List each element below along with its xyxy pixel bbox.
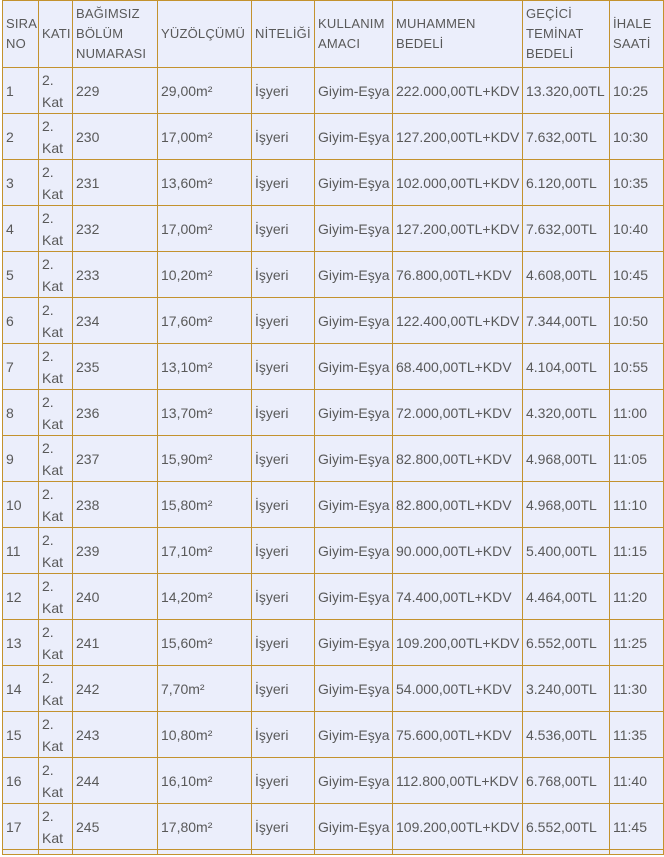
- bolum-no-cell: 237: [73, 436, 158, 482]
- bolum-no-cell: 231: [73, 160, 158, 206]
- header-line: KATI: [42, 26, 71, 41]
- kullanim-amaci-cell: Giyim-Eşya: [315, 482, 393, 528]
- kullanim-amaci-cell: Giyim-Eşya: [315, 160, 393, 206]
- muhammen-bedel-cell: 76.800,00TL+KDV: [393, 252, 523, 298]
- bolum-no-cell: 245: [73, 804, 158, 850]
- header-line: BEDELİ: [396, 36, 444, 51]
- empty-cell: [252, 850, 315, 855]
- sira-no-cell: 4: [3, 206, 39, 252]
- kullanim-amaci-cell: Giyim-Eşya: [315, 390, 393, 436]
- sira-no-cell: 15: [3, 712, 39, 758]
- kat-line: Kat: [42, 185, 64, 202]
- kat-line: 2.: [42, 715, 54, 732]
- bolum-no-cell: 236: [73, 390, 158, 436]
- header-gecici-teminat-bedeli: [523, 1, 610, 68]
- sira-no-cell: 17: [3, 804, 39, 850]
- header-line: İHALE: [613, 16, 652, 31]
- empty-cell: [610, 850, 664, 855]
- kat-line: 2.: [42, 301, 54, 318]
- sira-no-cell: 1: [3, 68, 39, 114]
- kat-line: Kat: [42, 553, 64, 570]
- table-row: [3, 160, 664, 206]
- header-bagimsiz-bolum-numarasi: [73, 1, 158, 68]
- kullanim-amaci-cell: Giyim-Eşya: [315, 712, 393, 758]
- sira-no-cell: 6: [3, 298, 39, 344]
- yuzolcumu-cell: 13,10m²: [158, 344, 252, 390]
- ihale-saati-cell: 11:30: [610, 666, 664, 712]
- header-line: GEÇİCİ: [526, 6, 572, 21]
- muhammen-bedel-cell: 109.200,00TL+KDV: [393, 804, 523, 850]
- muhammen-bedel-cell: 72.000,00TL+KDV: [393, 390, 523, 436]
- bolum-no-cell: 242: [73, 666, 158, 712]
- kat-line: 2.: [42, 393, 54, 410]
- teminat-bedel-cell: 7.632,00TL: [523, 206, 610, 252]
- yuzolcumu-cell: 17,10m²: [158, 528, 252, 574]
- header-line: SIRA: [6, 16, 38, 31]
- table-row: [3, 344, 664, 390]
- yuzolcumu-cell: 17,60m²: [158, 298, 252, 344]
- table-row: [3, 68, 664, 114]
- kat-line: Kat: [42, 829, 64, 846]
- kullanim-amaci-cell: Giyim-Eşya: [315, 114, 393, 160]
- kat-cell: [39, 666, 73, 712]
- table-row: [3, 482, 664, 528]
- kat-line: Kat: [42, 93, 64, 110]
- yuzolcumu-cell: 14,20m²: [158, 574, 252, 620]
- sira-no-cell: 7: [3, 344, 39, 390]
- kat-line: Kat: [42, 369, 64, 386]
- kat-line: Kat: [42, 507, 64, 524]
- kat-line: 2.: [42, 117, 54, 134]
- kullanim-amaci-cell: Giyim-Eşya: [315, 804, 393, 850]
- sira-no-cell: 10: [3, 482, 39, 528]
- nitelik-cell: İşyeri: [252, 390, 315, 436]
- muhammen-bedel-cell: 75.600,00TL+KDV: [393, 712, 523, 758]
- header-line: BÖLÜM: [76, 26, 124, 41]
- sira-no-cell: 11: [3, 528, 39, 574]
- sira-no-cell: 3: [3, 160, 39, 206]
- bolum-no-cell: 240: [73, 574, 158, 620]
- sira-no-cell: 9: [3, 436, 39, 482]
- table-row: [3, 620, 664, 666]
- kat-line: Kat: [42, 323, 64, 340]
- nitelik-cell: İşyeri: [252, 298, 315, 344]
- muhammen-bedel-cell: 109.200,00TL+KDV: [393, 620, 523, 666]
- nitelik-cell: İşyeri: [252, 206, 315, 252]
- nitelik-cell: İşyeri: [252, 712, 315, 758]
- ihale-saati-cell: 11:00: [610, 390, 664, 436]
- kat-cell: [39, 758, 73, 804]
- header-niteligi: [252, 1, 315, 68]
- teminat-bedel-cell: 6.552,00TL: [523, 804, 610, 850]
- table-row: [3, 206, 664, 252]
- kat-cell: [39, 68, 73, 114]
- header-yuzolcumu: [158, 1, 252, 68]
- nitelik-cell: İşyeri: [252, 344, 315, 390]
- kat-line: 2.: [42, 577, 54, 594]
- teminat-bedel-cell: 6.768,00TL: [523, 758, 610, 804]
- auction-table: [2, 0, 664, 855]
- sira-no-cell: 14: [3, 666, 39, 712]
- kat-line: 2.: [42, 255, 54, 272]
- muhammen-bedel-cell: 112.800,00TL+KDV: [393, 758, 523, 804]
- header-kati: [39, 1, 73, 68]
- header-line: TEMİNAT: [526, 26, 584, 41]
- header-line: NİTELİĞİ: [255, 26, 311, 41]
- yuzolcumu-cell: 10,20m²: [158, 252, 252, 298]
- yuzolcumu-cell: 15,60m²: [158, 620, 252, 666]
- yuzolcumu-cell: 15,90m²: [158, 436, 252, 482]
- kat-cell: [39, 206, 73, 252]
- teminat-bedel-cell: 4.320,00TL: [523, 390, 610, 436]
- ihale-saati-cell: 11:20: [610, 574, 664, 620]
- kat-cell: [39, 436, 73, 482]
- ihale-saati-cell: 11:15: [610, 528, 664, 574]
- kat-line: Kat: [42, 231, 64, 248]
- teminat-bedel-cell: 4.536,00TL: [523, 712, 610, 758]
- kullanim-amaci-cell: Giyim-Eşya: [315, 574, 393, 620]
- table-row: [3, 804, 664, 850]
- muhammen-bedel-cell: 74.400,00TL+KDV: [393, 574, 523, 620]
- header-row: [3, 1, 664, 68]
- table-row: [3, 758, 664, 804]
- ihale-saati-cell: 11:40: [610, 758, 664, 804]
- teminat-bedel-cell: 4.608,00TL: [523, 252, 610, 298]
- kat-line: Kat: [42, 691, 64, 708]
- bolum-no-cell: 243: [73, 712, 158, 758]
- nitelik-cell: İşyeri: [252, 666, 315, 712]
- kat-line: 2.: [42, 807, 54, 824]
- bolum-no-cell: 230: [73, 114, 158, 160]
- sira-no-cell: 8: [3, 390, 39, 436]
- kat-line: Kat: [42, 737, 64, 754]
- teminat-bedel-cell: 7.632,00TL: [523, 114, 610, 160]
- teminat-bedel-cell: 4.968,00TL: [523, 436, 610, 482]
- kat-line: Kat: [42, 461, 64, 478]
- muhammen-bedel-cell: 82.800,00TL+KDV: [393, 482, 523, 528]
- nitelik-cell: İşyeri: [252, 620, 315, 666]
- kullanim-amaci-cell: Giyim-Eşya: [315, 620, 393, 666]
- table-body: [3, 68, 664, 855]
- kat-line: 2.: [42, 623, 54, 640]
- kat-line: Kat: [42, 783, 64, 800]
- kat-line: 2.: [42, 71, 54, 88]
- yuzolcumu-cell: 29,00m²: [158, 68, 252, 114]
- sira-no-cell: 2: [3, 114, 39, 160]
- ihale-saati-cell: 10:50: [610, 298, 664, 344]
- kat-line: 2.: [42, 669, 54, 686]
- ihale-saati-cell: 10:40: [610, 206, 664, 252]
- empty-cell: [523, 850, 610, 855]
- table-row: [3, 666, 664, 712]
- kullanim-amaci-cell: Giyim-Eşya: [315, 344, 393, 390]
- header-line: NUMARASI: [76, 46, 147, 61]
- ihale-saati-cell: 10:25: [610, 68, 664, 114]
- empty-cell: [73, 850, 158, 855]
- header-line: NO: [6, 36, 26, 51]
- bolum-no-cell: 239: [73, 528, 158, 574]
- kullanim-amaci-cell: Giyim-Eşya: [315, 666, 393, 712]
- empty-cell: [393, 850, 523, 855]
- ihale-saati-cell: 11:05: [610, 436, 664, 482]
- header-line: SAATİ: [613, 36, 651, 51]
- teminat-bedel-cell: 7.344,00TL: [523, 298, 610, 344]
- kat-line: Kat: [42, 415, 64, 432]
- kat-line: 2.: [42, 485, 54, 502]
- header-line: KULLANIM: [318, 16, 385, 31]
- muhammen-bedel-cell: 122.400,00TL+KDV: [393, 298, 523, 344]
- header-line: AMACI: [318, 36, 361, 51]
- muhammen-bedel-cell: 127.200,00TL+KDV: [393, 114, 523, 160]
- kat-cell: [39, 482, 73, 528]
- header-sira-no: [3, 1, 39, 68]
- header-line: BEDELİ: [526, 46, 574, 61]
- header-line: MUHAMMEN: [396, 16, 476, 31]
- sira-no-cell: 13: [3, 620, 39, 666]
- header-muhammen-bedeli: [393, 1, 523, 68]
- kat-line: 2.: [42, 531, 54, 548]
- nitelik-cell: İşyeri: [252, 160, 315, 206]
- kullanim-amaci-cell: Giyim-Eşya: [315, 758, 393, 804]
- kat-cell: [39, 528, 73, 574]
- yuzolcumu-cell: 7,70m²: [158, 666, 252, 712]
- nitelik-cell: İşyeri: [252, 528, 315, 574]
- sira-no-cell: 12: [3, 574, 39, 620]
- ihale-saati-cell: 11:45: [610, 804, 664, 850]
- kat-line: Kat: [42, 277, 64, 294]
- bolum-no-cell: 241: [73, 620, 158, 666]
- nitelik-cell: İşyeri: [252, 252, 315, 298]
- ihale-saati-cell: 10:30: [610, 114, 664, 160]
- nitelik-cell: İşyeri: [252, 436, 315, 482]
- teminat-bedel-cell: 6.552,00TL: [523, 620, 610, 666]
- bolum-no-cell: 238: [73, 482, 158, 528]
- kat-cell: [39, 712, 73, 758]
- yuzolcumu-cell: 16,10m²: [158, 758, 252, 804]
- ihale-saati-cell: 10:55: [610, 344, 664, 390]
- kat-line: Kat: [42, 645, 64, 662]
- yuzolcumu-cell: 13,70m²: [158, 390, 252, 436]
- kat-cell: [39, 390, 73, 436]
- teminat-bedel-cell: 3.240,00TL: [523, 666, 610, 712]
- kullanim-amaci-cell: Giyim-Eşya: [315, 68, 393, 114]
- nitelik-cell: İşyeri: [252, 804, 315, 850]
- table-row: [3, 390, 664, 436]
- yuzolcumu-cell: 13,60m²: [158, 160, 252, 206]
- kat-cell: [39, 298, 73, 344]
- muhammen-bedel-cell: 54.000,00TL+KDV: [393, 666, 523, 712]
- ihale-saati-cell: 10:35: [610, 160, 664, 206]
- table-row: [3, 114, 664, 160]
- sira-no-cell: 5: [3, 252, 39, 298]
- empty-cell: [3, 850, 39, 855]
- nitelik-cell: İşyeri: [252, 758, 315, 804]
- sira-no-cell: 16: [3, 758, 39, 804]
- kat-cell: [39, 252, 73, 298]
- kat-line: Kat: [42, 139, 64, 156]
- nitelik-cell: İşyeri: [252, 482, 315, 528]
- yuzolcumu-cell: 15,80m²: [158, 482, 252, 528]
- empty-cell: [315, 850, 393, 855]
- kat-cell: [39, 574, 73, 620]
- header-ihale-saati: [610, 1, 664, 68]
- table-row: [3, 298, 664, 344]
- table-row: [3, 252, 664, 298]
- ihale-saati-cell: 11:10: [610, 482, 664, 528]
- yuzolcumu-cell: 17,00m²: [158, 114, 252, 160]
- kat-cell: [39, 804, 73, 850]
- kat-line: 2.: [42, 163, 54, 180]
- bolum-no-cell: 234: [73, 298, 158, 344]
- muhammen-bedel-cell: 222.000,00TL+KDV: [393, 68, 523, 114]
- kat-cell: [39, 620, 73, 666]
- teminat-bedel-cell: 4.464,00TL: [523, 574, 610, 620]
- muhammen-bedel-cell: 102.000,00TL+KDV: [393, 160, 523, 206]
- muhammen-bedel-cell: 68.400,00TL+KDV: [393, 344, 523, 390]
- bolum-no-cell: 232: [73, 206, 158, 252]
- kullanim-amaci-cell: Giyim-Eşya: [315, 436, 393, 482]
- nitelik-cell: İşyeri: [252, 114, 315, 160]
- kat-cell: [39, 344, 73, 390]
- table-row: [3, 574, 664, 620]
- kullanim-amaci-cell: Giyim-Eşya: [315, 206, 393, 252]
- yuzolcumu-cell: 17,00m²: [158, 206, 252, 252]
- bolum-no-cell: 229: [73, 68, 158, 114]
- empty-cell: [39, 850, 73, 855]
- ihale-saati-cell: 10:45: [610, 252, 664, 298]
- kat-line: 2.: [42, 761, 54, 778]
- kullanim-amaci-cell: Giyim-Eşya: [315, 252, 393, 298]
- kat-line: 2.: [42, 347, 54, 364]
- kat-line: Kat: [42, 599, 64, 616]
- header-line: YÜZÖLÇÜMÜ: [161, 26, 246, 41]
- table-row: [3, 528, 664, 574]
- kat-cell: [39, 114, 73, 160]
- header-line: BAĞIMSIZ: [76, 6, 140, 21]
- kat-line: 2.: [42, 439, 54, 456]
- table-row: [3, 712, 664, 758]
- table-row: [3, 436, 664, 482]
- kat-cell: [39, 160, 73, 206]
- nitelik-cell: İşyeri: [252, 574, 315, 620]
- empty-cell: [158, 850, 252, 855]
- ihale-saati-cell: 11:25: [610, 620, 664, 666]
- teminat-bedel-cell: 4.104,00TL: [523, 344, 610, 390]
- kat-line: 2.: [42, 209, 54, 226]
- kullanim-amaci-cell: Giyim-Eşya: [315, 298, 393, 344]
- muhammen-bedel-cell: 82.800,00TL+KDV: [393, 436, 523, 482]
- bolum-no-cell: 235: [73, 344, 158, 390]
- nitelik-cell: İşyeri: [252, 68, 315, 114]
- muhammen-bedel-cell: 127.200,00TL+KDV: [393, 206, 523, 252]
- teminat-bedel-cell: 13.320,00TL: [523, 68, 610, 114]
- teminat-bedel-cell: 4.968,00TL: [523, 482, 610, 528]
- table-row-partial: [3, 850, 664, 855]
- bolum-no-cell: 233: [73, 252, 158, 298]
- muhammen-bedel-cell: 90.000,00TL+KDV: [393, 528, 523, 574]
- header-kullanim-amaci: [315, 1, 393, 68]
- yuzolcumu-cell: 17,80m²: [158, 804, 252, 850]
- ihale-saati-cell: 11:35: [610, 712, 664, 758]
- teminat-bedel-cell: 6.120,00TL: [523, 160, 610, 206]
- teminat-bedel-cell: 5.400,00TL: [523, 528, 610, 574]
- yuzolcumu-cell: 10,80m²: [158, 712, 252, 758]
- kullanim-amaci-cell: Giyim-Eşya: [315, 528, 393, 574]
- bolum-no-cell: 244: [73, 758, 158, 804]
